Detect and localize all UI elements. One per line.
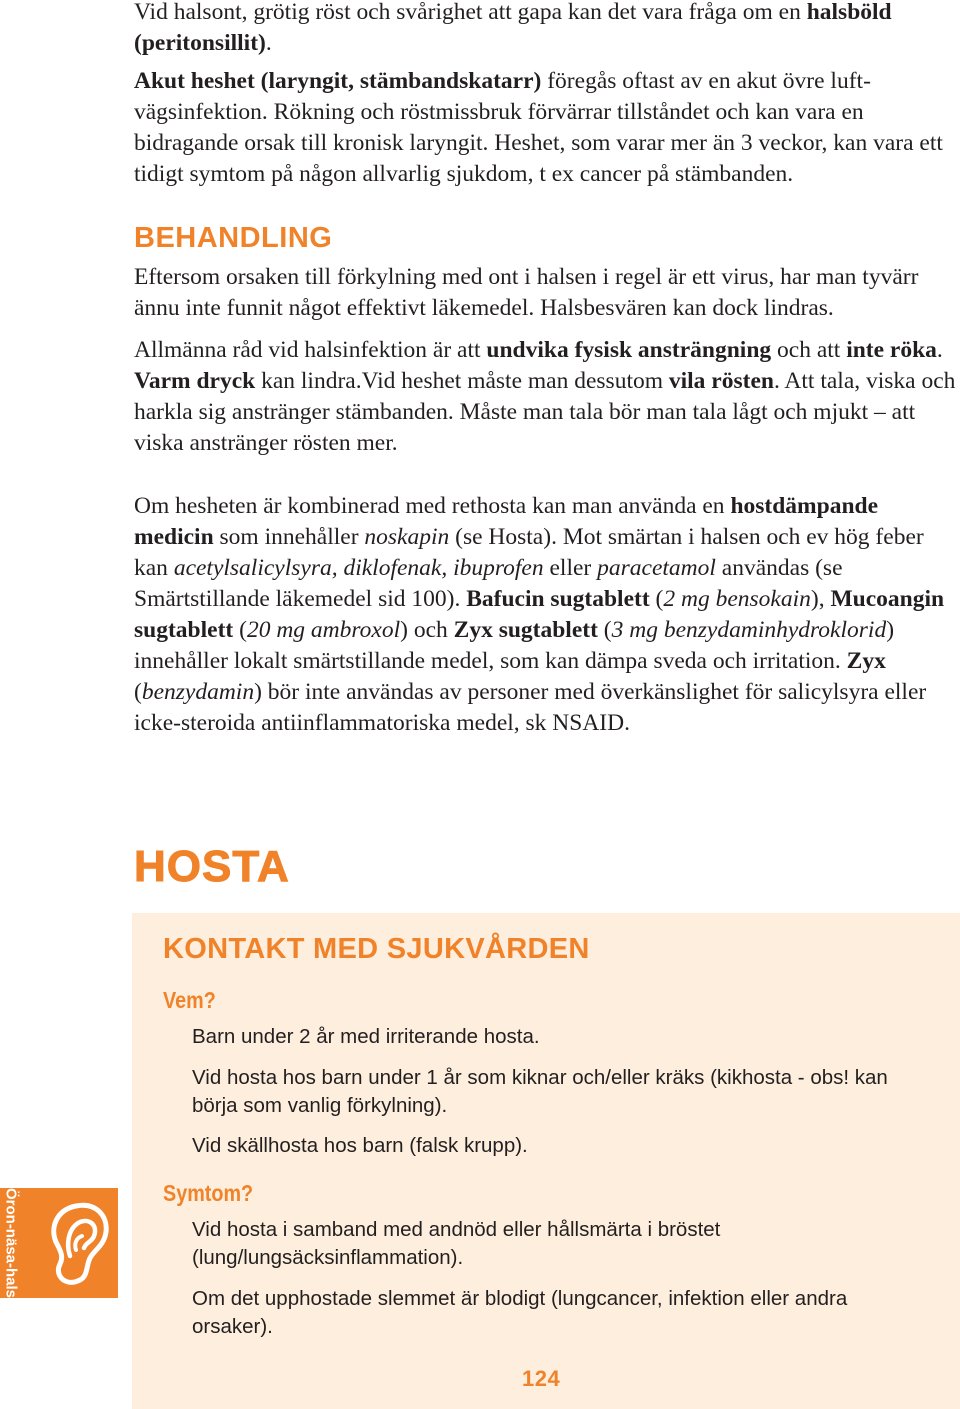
bold-text: hostdämpande medicin bbox=[134, 493, 879, 550]
text-run: och att bbox=[771, 337, 847, 363]
contact-box bbox=[132, 913, 960, 1409]
page-number: 124 bbox=[522, 1366, 561, 1391]
text-run: (se Hosta). Mot smärtan i halsen och ev hög feber kan bbox=[134, 524, 924, 581]
italic-text: 2 mg bensokain bbox=[663, 586, 811, 612]
text-run: kan lindra.Vid heshet måste man dessutom bbox=[255, 368, 669, 394]
heading-behandling: BEHANDLING bbox=[134, 222, 333, 254]
italic-text: acetylsalicylsyra, diklofenak, ibuprofen bbox=[173, 555, 544, 581]
text-run: Vid halsont, grötig röst och svårighet att gapa kan det vara fråga om en bbox=[134, 0, 807, 25]
italic-text: 20 mg ambroxol bbox=[246, 617, 401, 643]
bold-text: Akut heshet (laryngit, stämbandskatarr) bbox=[134, 68, 542, 94]
text-run: ) bör inte användas av personer med överkänslighet för salicylsyra eller icke-steroida antiinflammatoriska medel, sk NSAID. bbox=[134, 679, 927, 736]
bold-text: Varm dryck bbox=[134, 368, 256, 394]
text-run: eller bbox=[543, 555, 598, 581]
list-item: Om det upphostade slemmet är blodigt (lungcancer, infektion eller andra orsaker). bbox=[192, 1287, 848, 1338]
text-run: användas (se Smärtstillande läkemedel sid 100). bbox=[134, 555, 843, 612]
list-item: Vid hosta hos barn under 1 år som kiknar och/eller kräks (kikhosta - obs! kan börja som vanlig förkylning). bbox=[192, 1066, 888, 1117]
text-run: som innehåller bbox=[213, 524, 365, 550]
heading-hosta: HOSTA bbox=[134, 842, 290, 891]
list-item: Vid hosta i samband med andnöd eller hållsmärta i bröstet (lung/lungsäcksinflammation). bbox=[192, 1218, 721, 1269]
section-tab-oron-nasa-hals bbox=[0, 1188, 118, 1298]
paragraph-behandling-intro bbox=[134, 262, 956, 324]
text-run: ) innehåller lokalt smärtstillande medel, som kan dämpa sveda och irritation. bbox=[134, 617, 895, 674]
text-run: ) och bbox=[400, 617, 454, 643]
text-run: ( bbox=[233, 617, 247, 643]
list-item: Vid skällhosta hos barn (falsk krupp). bbox=[192, 1134, 528, 1157]
italic-text: paracetamol bbox=[597, 555, 716, 581]
list-item: Barn under 2 år med irriterande hosta. bbox=[192, 1025, 540, 1048]
text-run: Om hesheten är kombinerad med rethosta kan man använda en bbox=[134, 493, 731, 519]
italic-text: noskapin bbox=[364, 524, 450, 550]
bold-text: Zyx sugtablett bbox=[453, 617, 598, 643]
text-run: . bbox=[936, 337, 943, 363]
text-run: ), bbox=[810, 586, 831, 612]
text-run: ( bbox=[649, 586, 664, 612]
bold-text: vila rösten bbox=[668, 368, 774, 394]
section-tab-label: Öron-näsa-hals bbox=[2, 1187, 20, 1299]
paragraph-peritonsillit bbox=[134, 0, 956, 59]
subheading-symtom: Symtom? bbox=[163, 1180, 254, 1206]
text-run: Eftersom orsaken till förkylning med ont i halsen i regel är ett virus, har man tyvärr ännu inte funnit något effektivt läkemedel. Halsbesvären kan dock lindras. bbox=[134, 264, 919, 321]
text-run: ( bbox=[597, 617, 612, 643]
italic-text: 3 mg benzydaminhydroklorid bbox=[611, 617, 887, 643]
bold-text: halsböld (peritonsillit) bbox=[134, 0, 892, 56]
text-run: Allmänna råd vid halsinfektion är att bbox=[134, 337, 487, 363]
subheading-vem: Vem? bbox=[163, 987, 216, 1013]
paragraph-lakemedel bbox=[134, 491, 956, 739]
italic-text: benzydamin bbox=[141, 679, 255, 705]
text-run: . Att tala, viska och harkla sig anstränger stämbanden. Måste man tala bör man tala lågt och mjukt – att viska anstränger rösten mer. bbox=[134, 368, 956, 456]
heading-kontakt-med-sjukvarden: KONTAKT MED SJUKVÅRDEN bbox=[163, 933, 590, 965]
text-run: . bbox=[265, 30, 272, 56]
bold-text: Mucoangin sugtablett bbox=[134, 586, 945, 643]
paragraph-allmanna-rad bbox=[134, 335, 956, 459]
bold-text: Zyx bbox=[846, 648, 886, 674]
text-run: föregås oftast av en akut övre luftvägsinfektion. Rökning och röstmissbruk förvärrar tillståndet och kan vara en bidragande orsak till kronisk laryngit. Heshet, som varar mer än 3 veckor, kan vara ett tidigt symtom på någon allvarlig sjukdom, t ex cancer på stämbanden. bbox=[134, 68, 943, 187]
ear-icon bbox=[46, 1200, 112, 1288]
text-run: ( bbox=[134, 679, 142, 705]
bold-text: Bafucin sugtablett bbox=[466, 586, 650, 612]
bold-text: undvika fysisk ansträngning bbox=[486, 337, 772, 363]
paragraph-laryngit bbox=[134, 66, 956, 190]
bold-text: inte röka bbox=[846, 337, 937, 363]
